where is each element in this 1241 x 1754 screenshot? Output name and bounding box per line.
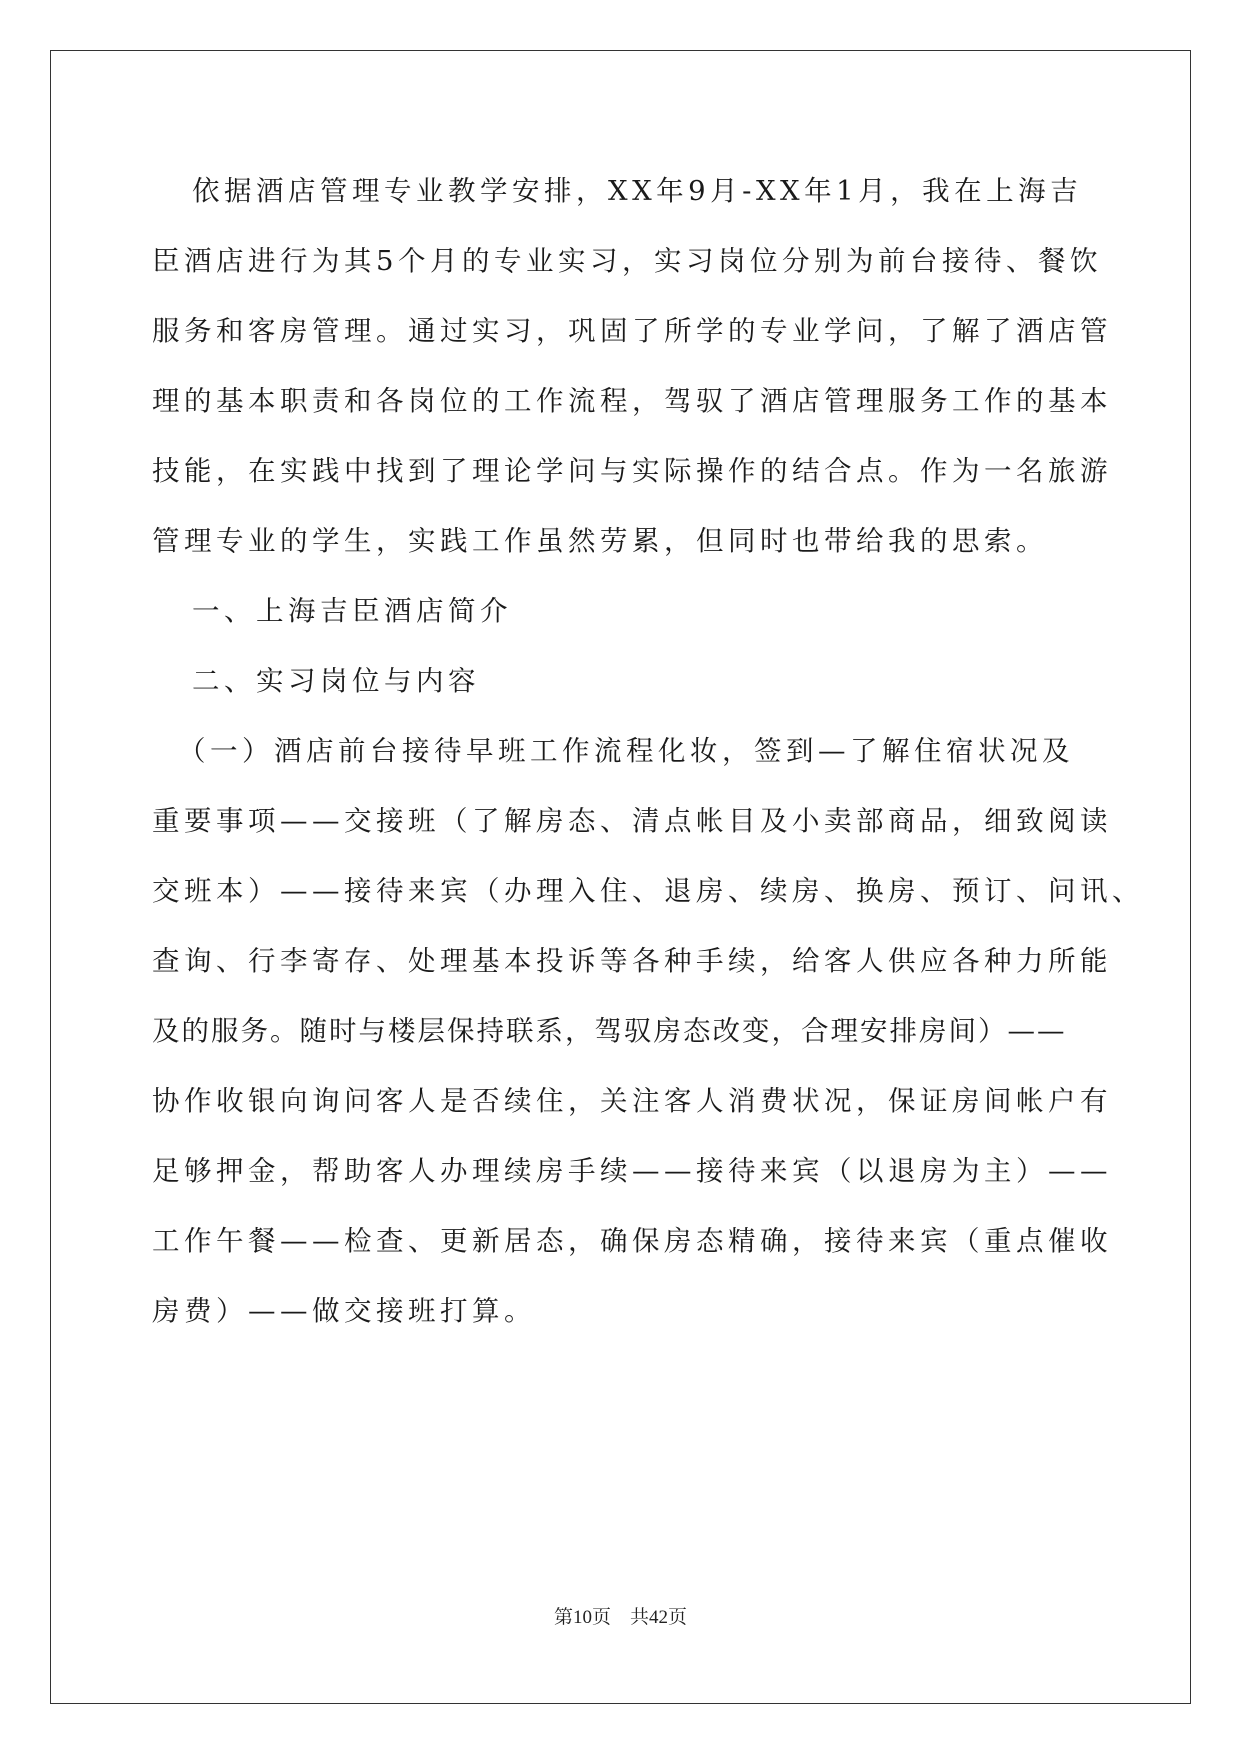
paragraph-line: 依据酒店管理专业教学安排，XX年9月-XX年1月，我在上海吉 [192,175,1083,207]
section-heading: 一、上海吉臣酒店简介 [192,595,512,627]
paragraph-line: 及的服务。随时与楼层保持联系，驾驭房态改变，合理安排房间）—— [152,1015,1067,1047]
paragraph-line: 服务和客房管理。通过实习，巩固了所学的专业学问，了解了酒店管 [152,315,1112,347]
paragraph-line: （一）酒店前台接待早班工作流程化妆，签到—了解住宿状况及 [178,735,1074,767]
page-number: 第10页 共42页 [553,1607,687,1628]
paragraph-line: 管理专业的学生，实践工作虽然劳累，但同时也带给我的思索。 [152,525,1048,557]
paragraph-line: 协作收银向询问客人是否续住，关注客人消费状况，保证房间帐户有 [152,1085,1112,1117]
paragraph-line: 臣酒店进行为其5个月的专业实习，实习岗位分别为前台接待、餐饮 [152,245,1102,277]
paragraph-line: 工作午餐——检查、更新居态，确保房态精确，接待来宾（重点催收 [152,1225,1112,1257]
paragraph-line: 理的基本职责和各岗位的工作流程，驾驭了酒店管理服务工作的基本 [152,385,1112,417]
section-heading: 二、实习岗位与内容 [192,665,480,697]
paragraph-line: 重要事项——交接班（了解房态、清点帐目及小卖部商品，细致阅读 [152,805,1112,837]
paragraph-line: 技能，在实践中找到了理论学问与实际操作的结合点。作为一名旅游 [152,455,1112,487]
paragraph-line: 房费）——做交接班打算。 [152,1295,536,1327]
paragraph-line: 足够押金，帮助客人办理续房手续——接待来宾（以退房为主）—— [152,1155,1112,1187]
paragraph-line: 交班本）——接待来宾（办理入住、退房、续房、换房、预订、问讯、 [152,875,1144,907]
paragraph-line: 查询、行李寄存、处理基本投诉等各种手续，给客人供应各种力所能 [152,945,1112,977]
